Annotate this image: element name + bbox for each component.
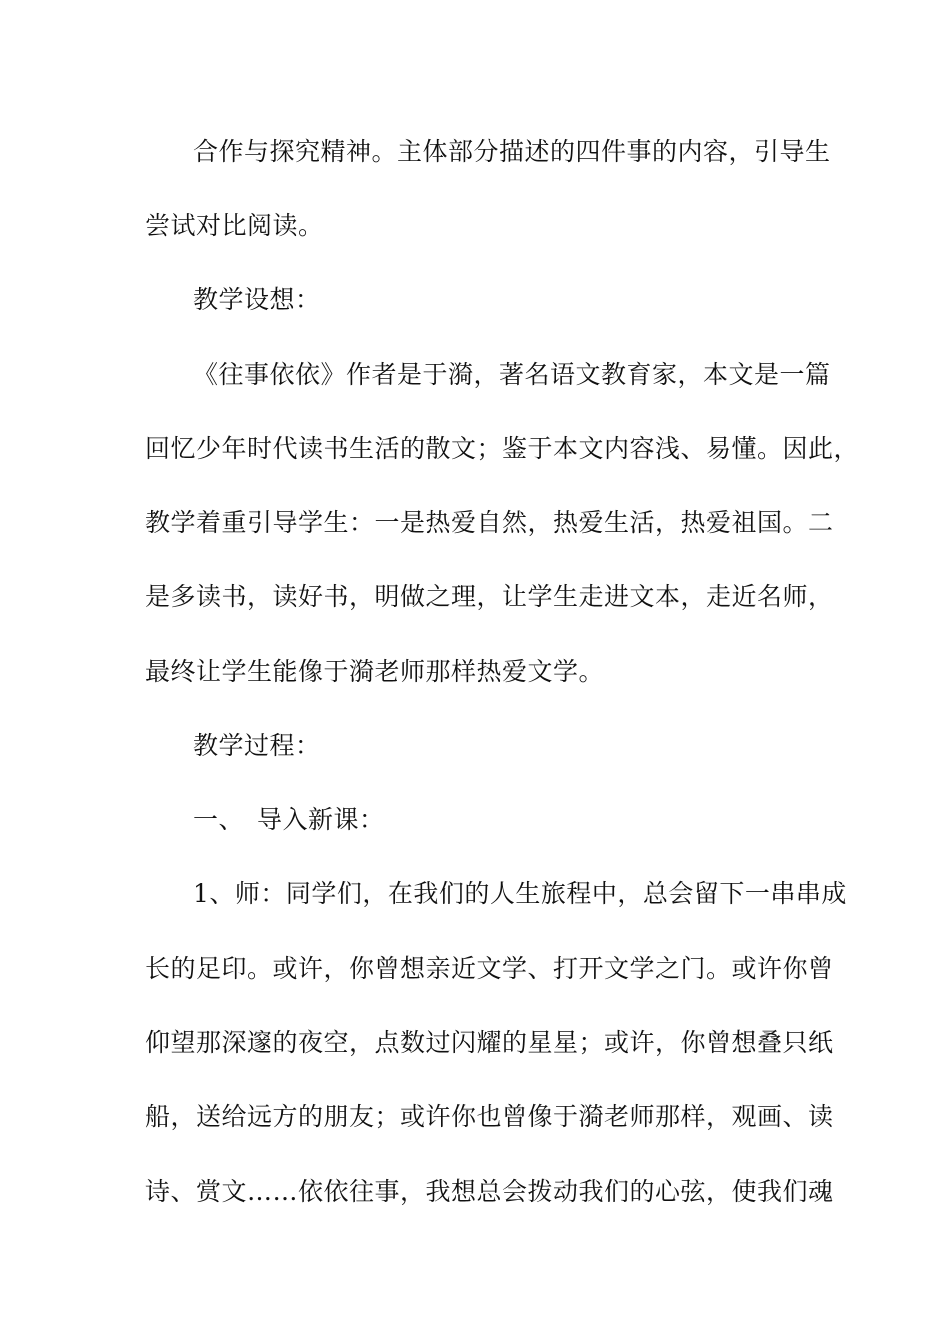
section-heading-teaching-idea: 教学设想： (193, 285, 321, 314)
text-line: 教学着重引导学生：一是热爱自然，热爱生活，热爱祖国。二 (145, 508, 834, 537)
text-line: 最终让学生能像于漪老师那样热爱文学。 (145, 657, 605, 686)
text-line: 诗、赏文……依依往事，我想总会拨动我们的心弦，使我们魂 (145, 1177, 834, 1206)
text-line: 《往事依依》作者是于漪，著名语文教育家，本文是一篇 (193, 360, 831, 389)
text-line: 尝试对比阅读。 (145, 211, 324, 240)
text-line: 1、师：同学们，在我们的人生旅程中，总会留下一串串成 (193, 879, 847, 908)
text-line: 仰望那深邃的夜空，点数过闪耀的星星；或许，你曾想叠只纸 (145, 1028, 834, 1057)
text-line: 船，送给远方的朋友；或许你也曾像于漪老师那样，观画、读 (145, 1102, 834, 1131)
section-heading-intro: 一、 导入新课： (193, 805, 385, 834)
section-heading-teaching-process: 教学过程： (193, 731, 321, 760)
text-line: 长的足印。或许，你曾想亲近文学、打开文学之门。或许你曾 (145, 954, 834, 983)
text-line: 回忆少年时代读书生活的散文；鉴于本文内容浅、易懂。因此， (145, 434, 860, 463)
text-line: 合作与探究精神。主体部分描述的四件事的内容，引导生 (193, 137, 831, 166)
text-line: 是多读书，读好书，明做之理，让学生走进文本，走近名师， (145, 582, 834, 611)
